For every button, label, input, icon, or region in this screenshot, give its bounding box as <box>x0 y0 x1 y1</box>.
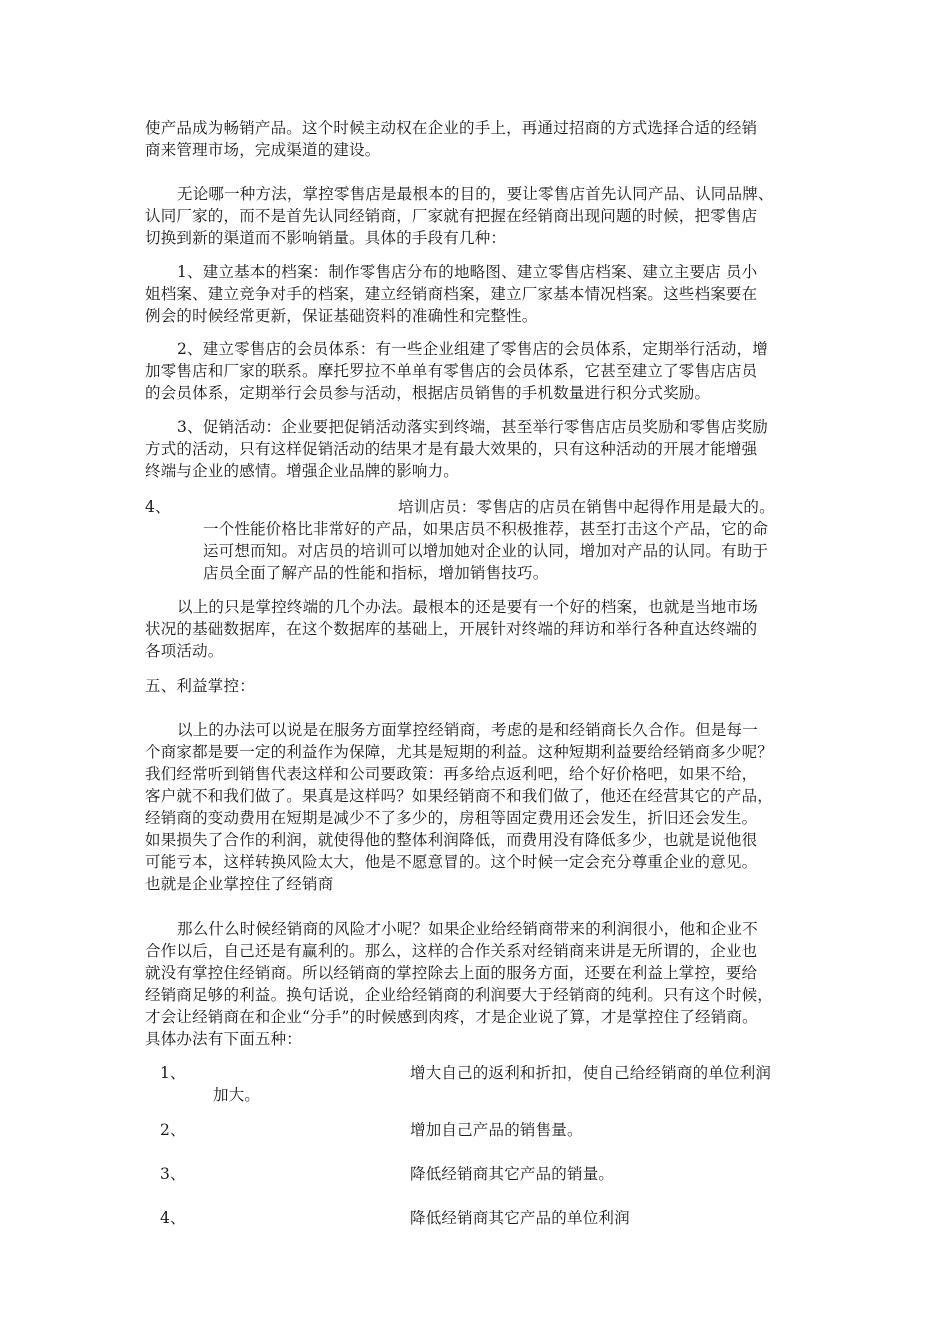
list-item-line: 一个性能价格比非常好的产品，如果店员不积极推荐，甚至打击这个产品，它的命 <box>203 520 769 538</box>
paragraph-line: 以上的只是掌控终端的几个办法。最根本的还是要有一个好的档案，也就是当地市场 <box>177 598 758 616</box>
method-text: 增大自己的返利和折扣，使自己给经销商的单位利润 <box>410 1064 772 1082</box>
list-item-line: 例会的时候经常更新，保证基础资料的准确性和完整性。 <box>145 307 538 325</box>
paragraph-line: 如果损失了合作的利润，就使得他的整体利润降低，而费用没有降低多少，也就是说他很 <box>145 831 758 849</box>
intro-line: 使产品成为畅销产品。这个时候主动权在企业的手上，再通过招商的方式选择合适的经销 <box>145 119 758 137</box>
method-text: 降低经销商其它产品的单位利润 <box>410 1209 630 1227</box>
list-item-line: 加零售店和厂家的联系。摩托罗拉不单单有零售店的会员体系，它甚至建立了零售店店员 <box>145 362 758 380</box>
list-item-line: 店员全面了解产品的性能和指标，增加销售技巧。 <box>203 564 549 582</box>
paragraph-line: 可能亏本，这样转换风险太大，他是不愿意冒的。这个时候一定会充分尊重企业的意见。 <box>145 853 758 871</box>
method-number: 1、 <box>160 1064 186 1082</box>
paragraph-line: 切换到新的渠道而不影响销量。具体的手段有几种： <box>145 229 507 247</box>
list-item-line: 运可想而知。对店员的培训可以增加她对企业的认同，增加对产品的认同。有助于 <box>203 542 769 560</box>
list-item-line: 姐档案、建立竞争对手的档案，建立经销商档案，建立厂家基本情况档案。这些档案要在 <box>145 285 758 303</box>
intro-line: 商来管理市场，完成渠道的建设。 <box>145 141 381 159</box>
section-heading: 五、利益掌控： <box>145 677 255 695</box>
method-text: 增加自己产品的销售量。 <box>410 1121 583 1139</box>
method-number: 4、 <box>160 1209 186 1227</box>
list-item-line: 2、建立零售店的会员体系：有一些企业组建了零售店的会员体系，定期举行活动，增 <box>177 340 768 358</box>
paragraph-line: 客户就不和我们做了。果真是这样吗？如果经销商不和我们做了，他还在经营其它的产品， <box>145 787 774 805</box>
paragraph-line: 各项活动。 <box>145 642 224 660</box>
paragraph-line: 经销商足够的利益。换句话说，企业给经销商的利润要大于经销商的纯利。只有这个时候， <box>145 986 774 1004</box>
paragraph-line: 那么什么时候经销商的风险才小呢？如果企业给经销商带来的利润很小，他和企业不 <box>177 920 758 938</box>
list-item-line: 终端与企业的感情。增强企业品牌的影响力。 <box>145 462 460 480</box>
method-text: 降低经销商其它产品的销量。 <box>410 1165 615 1183</box>
paragraph-line: 状况的基础数据库，在这个数据库的基础上，开展针对终端的拜访和举行各种直达终端的 <box>145 620 758 638</box>
paragraph-line: 我们经常听到销售代表这样和公司要政策：再多给点返利吧，给个好价格吧，如果不给， <box>145 765 758 783</box>
list-item-line: 的会员体系，定期举行会员参与活动，根据店员销售的手机数量进行积分式奖励。 <box>145 384 711 402</box>
list-item-line: 方式的活动，只有这样促销活动的结果才是有最大效果的，只有这种活动的开展才能增强 <box>145 440 758 458</box>
list-item-line: 培训店员：零售店的店员在销售中起得作用是最大的。 <box>398 498 775 516</box>
paragraph-line: 就没有掌控住经销商。所以经销商的掌控除去上面的服务方面，还要在利益上掌控，要给 <box>145 964 758 982</box>
list-item-number: 4、 <box>145 498 171 516</box>
paragraph-line: 具体办法有下面五种： <box>145 1030 303 1048</box>
paragraph-line: 认同厂家的，而不是首先认同经销商，厂家就有把握在经销商出现问题的时候，把零售店 <box>145 207 758 225</box>
method-text: 加大。 <box>213 1086 261 1104</box>
paragraph-line: 才会让经销商在和企业“分手”的时候感到肉疼，才是企业说了算，才是掌控住了经销商。 <box>145 1008 758 1026</box>
paragraph-line: 以上的办法可以说是在服务方面掌控经销商，考虑的是和经销商长久合作。但是每一 <box>177 721 758 739</box>
list-item-line: 1、建立基本的档案：制作零售店分布的地略图、建立零售店档案、建立主要店 员小 <box>177 263 758 281</box>
paragraph-line: 也就是企业掌控住了经销商 <box>145 875 334 893</box>
paragraph-line: 无论哪一种方法，掌控零售店是最根本的目的，要让零售店首先认同产品、认同品牌、 <box>177 185 774 203</box>
method-number: 3、 <box>160 1165 186 1183</box>
paragraph-line: 个商家都是要一定的利益作为保障，尤其是短期的利益。这种短期利益要给经销商多少呢？ <box>145 743 774 761</box>
method-number: 2、 <box>160 1121 186 1139</box>
list-item-line: 3、促销活动：企业要把促销活动落实到终端，甚至举行零售店店员奖励和零售店奖励 <box>177 418 768 436</box>
paragraph-line: 经销商的变动费用在短期是减少不了多少的，房租等固定费用还会发生，折旧还会发生。 <box>145 809 758 827</box>
paragraph-line: 合作以后，自己还是有赢利的。那么，这样的合作关系对经销商来讲是无所谓的，企业也 <box>145 942 758 960</box>
